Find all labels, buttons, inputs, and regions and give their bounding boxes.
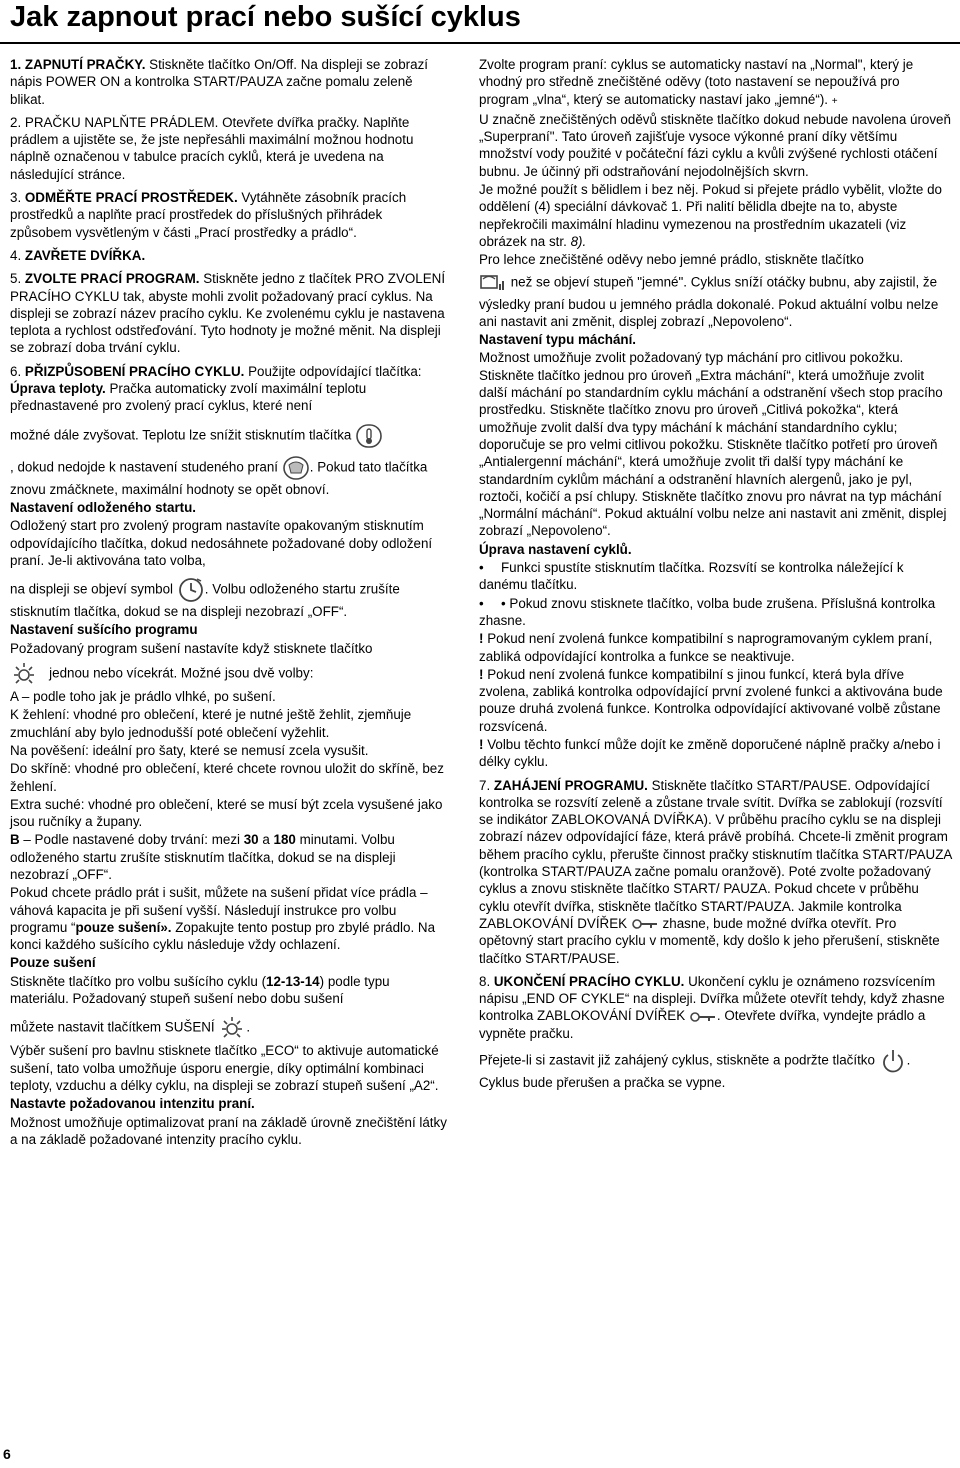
thermometer-icon: [355, 423, 383, 449]
power-icon: [879, 1048, 907, 1074]
delay-heading: Nastavení odloženého startu.: [10, 499, 197, 515]
left-column: [10, 56, 447, 1149]
step-5: 5. ZVOLTE PRACÍ PROGRAM. Stiskněte jedno z tlačítek PRO ZVOLENÍ PRACÍHO CYKLU tak, abyste mohli zvolit požadovaný prací cyklus. Na displeji se zobrazí název pracího cyklu. Ke zvolenému cyklu je nastavena teplota a rychlost odstřeďování. Tyto hodnoty je možné měnit. Na displeji se zobrazí doba trvání cyklu.: [10, 271, 446, 356]
adjust-heading: Úprava nastavení cyklů.: [479, 541, 632, 557]
only-dry-heading: Pouze sušení: [10, 955, 96, 971]
warning-1: ! Pokud není zvolená funkce kompatibilní s naprogramovaným cyklem praní, zabliká odpovídající kontrolka a funkce se neaktivuje.: [479, 631, 933, 664]
temperature-text: možné dále zvyšovat. Teplotu lze snížit stisknutím tlačítka: [10, 423, 447, 449]
eco-text: Výběr sušení pro bavlnu stisknete tlačítko „ECO“ to aktivuje automatické sušení, tato volba umožňuje úsporu energie, díky optimální kombinaci teploty, vzduchu a délky cyklu, na displeji se zobrazí stupeň sušení „A2“.: [10, 1043, 439, 1093]
program-super: U značně znečištěných oděvů stiskněte tlačítko dokud nebude navolena úroveň „Superpraní". Tato úroveň zajišťuje vysoce výkonné praní díky většímu množství vody použité v počáteční fázi cyklu a kvůli zvýšené rychlosti otáčení bubnu. Je účinný při odstraňování nejodolnějších skvrn.: [479, 111, 951, 179]
intensity-text: Možnost umožňuje optimalizovat praní na základě úrovně znečištění látky a na základě požadované intenzity pracího cyklu.: [10, 1114, 447, 1147]
program-normal: Zvolte program praní: cyklus se automaticky nastaví na „Normal", který je vhodný pro středně znečištěné oděvy (toto nastavení se nepoužívá pro program „vlna“, který se automaticky nastaví jako „jemné“). +: [479, 57, 914, 107]
delay-text: Odložený start pro zvolený program nastavíte opakovaným stisknutím odpovídajícího tlačítka, dokud nedosáhnete požadované doby odložení praní. Je-li aktivována tato volba,: [10, 518, 433, 568]
title-divider: [0, 42, 960, 44]
bullet-item-1: • Funkci spustíte stisknutím tlačítka. Rozsvítí se kontrolka náležející k danému tlačítku.: [479, 560, 904, 593]
drying-button-icon: [218, 1015, 246, 1041]
intensity-heading: Nastavte požadovanou intenzitu praní.: [10, 1096, 255, 1112]
dry-wardrobe: Do skříně: vhodné pro oblečení, které chcete rovnou uložit do skříně, bez žehlení.: [10, 761, 444, 794]
only-dry-button-text: můžete nastavit tlačítkem SUŠENÍ .: [10, 1015, 447, 1041]
rinse-text: Možnost umožňuje zvolit požadovaný typ máchání pro citlivou pokožku. Stiskněte tlačítko jednou pro úroveň „Extra máchání“, která umožňuje zvolit další máchání po standardním cyklu máchání a odstranění všech stop pracího prostředku. Stiskněte tlačítko znovu pro úroveň „Citlivá pokožka“, která umožňuje zvolit další dva typy máchání k máchání standardního cyklu; doporučuje se pro velmi citlivou pokožku. Stiskněte tlačítko potřetí pro úroveň „Antialergenní máchání“, která umožňuje zvolit tři další typy máchání ke standardním cyklům máchání a odstranění hlavních alergenů, jako je pyl, roztoči, kočičí a psí chlupy. Stiskněte tlačítko znovu pro návrat na typ máchání „Normální máchání“. Pokud aktuální volbu nelze ani nastavit ani změnit, displej zobrazí „Nepovoleno“.: [479, 350, 947, 539]
dry-extra: Extra suché: vhodné pro oblečení, které se musí být zcela vysušené jako jsou ručníky a župany.: [10, 796, 443, 830]
rinse-heading: Nastavení typu máchání.: [479, 332, 637, 348]
door-lock-icon: [631, 917, 659, 931]
step-7: 7. ZAHÁJENÍ PROGRAMU. Stiskněte tlačítko START/PAUSE. Odpovídající kontrolka se rozsvítí zeleně a zůstane trvale svítit. Dvířka se zablokují (rozsvítí se indikátor ZABLOKOVANÁ DVÍŘKA). V průběhu pracího cyklu se na displeji zobrazí název odpovídající fáze, která právě probíhá. Chcete-li změnit program během pracího cyklu, přerušte činnost pračky stisknutím tlačítka START/PAUZA (kontrolka START/PAUZA začne pomalu oranžově). Poté zvolte požadovaný cyklus a znovu stiskněte tlačítko START/ PAUZA. Pokud chcete v průběhu cyklu otevřít dvířka, stiskněte tlačítko START/PAUZA. Jakmile kontrolka ZABLOKOVÁNÍ DVÍŘEK zhasne, bude možné dvířka otevřít. Pro opětovný start pracího cyklu v momentě, kdy došlo k jeho přerušení, stiskněte tlačítko START/PAUSE.: [479, 777, 952, 966]
drying-icon: [10, 661, 38, 687]
step-3: 3. ODMĚŘTE PRACÍ PROSTŘEDEK. Vytáhněte zásobník pracích prostředků a naplňte prací prostředek do příslušných přihrádek způsobem vysvětleným v části „Prací prostředky a prádlo“.: [10, 190, 407, 240]
bullet-item-2: • • Pokud znovu stisknete tlačítko, volba bude zrušena. Příslušná kontrolka zhasne.: [479, 595, 936, 628]
cold-wash-text: , dokud nedojde k nastavení studeného praní . Pokud tato tlačítka znovu zmáčknete, maximální hodnoty se opět obnoví.: [10, 455, 447, 498]
right-column: [479, 56, 953, 1092]
step-6: 6. PŘIZPŮSOBENÍ PRACÍHO CYKLU. Použijte odpovídající tlačítka: Úprava teploty. Pračka automaticky zvolí maximální teplotu přednastavené pro zvolený prací cyklus, které není: [10, 363, 422, 414]
dry-option-b: B – Podle nastavené doby trvání: mezi 30 a 180 minutami. Volbu odloženého startu zrušíte stisknutím tlačítka, dokud se na displeji nezobrazí „OFF“.: [10, 832, 396, 882]
dry-heading: Nastavení sušícího programu: [10, 622, 198, 638]
step-2: 2. PRAČKU NAPLŇTE PRÁDLEM. Otevřete dvířka pračky. Naplňte prádlem a ujistěte se, že jste nepřesáhli maximální možnou hodnotu náplně označenou v tabulce pracích cyklů, která je uvedena na následující stránce.: [10, 114, 414, 182]
step-1: 1. ZAPNUTÍ PRAČKY. Stiskněte tlačítko On/Off. Na displeji se zobrazí nápis POWER ON a kontrolka START/PAUZA začne pomalu zeleně blikat.: [10, 57, 428, 107]
step-4: 4. ZAVŘETE DVÍŘKA.: [10, 247, 146, 263]
delay-symbol-text: na displeji se objeví symbol . Volbu odloženého startu zrušíte stisknutím tlačítka, dokud se na displeji nezobrazí „OFF“.: [10, 577, 447, 620]
delay-start-icon: [177, 577, 205, 603]
intensity-icon: [479, 270, 507, 296]
dry-iron: K žehlení: vhodné pro oblečení, které je nutné ještě žehlit, zjemňuje zmuchlání aby bylo jednodušší poté oblečení vyžehlit.: [10, 707, 412, 740]
dry-options-text: jednou nebo vícekrát. Možné jsou dvě volby:: [10, 661, 447, 687]
door-lock-icon: [689, 1010, 717, 1024]
warning-2: ! Pokud není zvolená funkce kompatibilní s jinou funkcí, která byla dříve zvolena, zabliká kontrolka odpovídající první zvolené funkci a aktivována bude pouze druhá zvolená funkce. Kontrolka odpovídající aktivované volbě zůstane rozsvícená.: [479, 666, 943, 734]
final-note: Přejete-li si zastavit již zahájený cyklus, stiskněte a podržte tlačítko . Cyklus bude přerušen a pračka se vypne.: [479, 1048, 953, 1091]
warning-3: ! Volbu těchto funkcí může dojít ke změně doporučené náplně pračky a/nebo i délky cyklu.: [479, 736, 941, 770]
dry-option-a: A – podle toho jak je prádlo vlhké, po sušení.: [10, 689, 276, 705]
step-8: 8. UKONČENÍ PRACÍHO CYKLU. Ukončení cyklu je oznámeno rozsvícením nápisu „END OF CYKLE“ na displeji. Dvířka můžete otevřít tehdy, když zhasne kontrolka ZABLOKOVÁNÍ DVÍŘEK . Otevřete dvířka, vyndejte prádlo a vypněte pračku.: [479, 973, 945, 1041]
page-title: Jak zapnout prací nebo sušící cyklus: [10, 1, 521, 33]
dry-more: Pokud chcete prádlo prát i sušit, můžete na sušení přidat více prádla – váhová kapacita je při sušení vyšší. Následují instrukce pro volbu programu “pouze sušení». Zopakujte tento postup pro zbylé prádlo. Na konci každého sušícího cyklu následuje vždy ochlazení.: [10, 885, 436, 953]
program-delicate: Pro lehce znečištěné oděvy nebo jemné prádlo, stiskněte tlačítko: [479, 252, 864, 268]
page-number: 6: [3, 1446, 11, 1462]
program-delicate-2: než se objeví stupeň "jemné". Cyklus sníží otáčky bubnu, aby zajistil, že výsledky praní budou u jemného prádla dokonalé. Pokud aktuální volbu nelze ani nastavit ani změnit, displej zobrazí „Nepovoleno“.: [479, 270, 953, 331]
dry-text: Požadovaný program sušení nastavíte když stisknete tlačítko: [10, 640, 373, 656]
dry-hang: Na pověšení: ideální pro šaty, které se nemusí zcela vysušit.: [10, 742, 369, 758]
only-dry-text: Stiskněte tlačítko pro volbu sušícího cyklu (12-13-14) podle typu materiálu. Požadovaný stupeň sušení nebo dobu sušení: [10, 973, 390, 1007]
program-bleach: Je možné použít s bělidlem i bez něj. Pokud si přejete prádlo vybělit, vložte do oddělení (4) speciální dávkovač 1. Při nalití bělidla dbejte na to, abyste nepřekročili maximální hladinu vymezenou na prostředním ukazateli (viz obrázek na str. 8).: [479, 182, 942, 249]
cold-wash-icon: [282, 455, 310, 481]
